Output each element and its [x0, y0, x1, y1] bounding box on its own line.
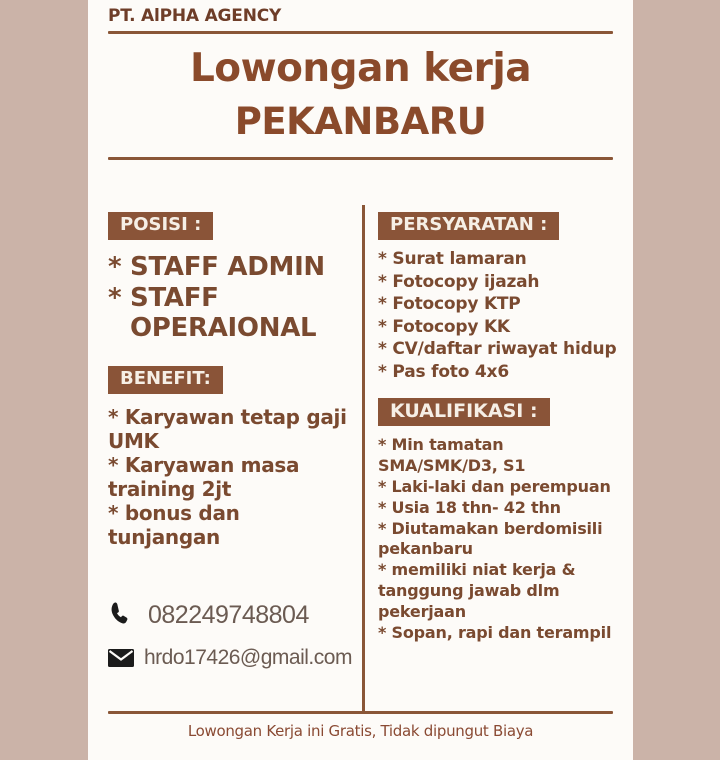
benefit-badge: BENEFIT: [108, 366, 223, 394]
list-item: * Surat lamaran [378, 248, 527, 269]
list-item: * Sopan, rapi dan terampil [378, 622, 612, 642]
list-item: * Fotocopy KK [378, 316, 510, 337]
email-row[interactable] [108, 646, 358, 670]
list-item: * Karyawan tetap gaji UMK [108, 404, 347, 453]
list-item: * Laki-laki dan perempuan [378, 477, 611, 497]
right-column [378, 212, 618, 643]
company-name: PT. AlPHA AGENCY [108, 6, 282, 26]
list-item: * STAFF [108, 282, 219, 313]
header-divider-top [108, 31, 613, 34]
persyaratan-badge: PERSYARATAN : [378, 212, 559, 240]
phone-icon [108, 600, 138, 630]
kualifikasi-list [378, 435, 618, 643]
left-column [108, 212, 354, 549]
list-item: OPERAIONAL [130, 313, 317, 344]
contact-block [108, 600, 358, 670]
list-item: * Diutamakan berdomisili pekanbaru [378, 518, 603, 559]
header-divider-bottom [108, 157, 613, 160]
section-spacer [108, 344, 354, 366]
persyaratan-list [378, 248, 618, 384]
footer-note: Lowongan Kerja ini Gratis, Tidak dipungut Biaya [187, 722, 534, 740]
section-spacer [378, 384, 618, 398]
poster-title-line2: PEKANBARU [234, 100, 487, 143]
phone-number: 082249748804 [148, 600, 309, 629]
list-item: * STAFF ADMIN [108, 251, 325, 282]
list-item: * Karyawan masa training 2jt [108, 452, 300, 501]
footer-divider [108, 711, 613, 714]
list-item: * Pas foto 4x6 [378, 361, 509, 382]
phone-row[interactable] [108, 600, 358, 630]
list-item: * CV/daftar riwayat hidup [378, 339, 617, 360]
list-item: * memiliki niat kerja & tanggung jawab dlm pekerjaan [378, 560, 576, 621]
column-divider [362, 205, 365, 713]
kualifikasi-badge: KUALIFIKASI : [378, 398, 550, 427]
email-address: hrdo17426@gmail.com [144, 646, 352, 669]
list-item: * Usia 18 thn- 42 thn [378, 497, 561, 517]
poster-title-line1: Lowongan kerja [189, 46, 532, 91]
list-item: * Min tamatan SMA/SMK/D3, S1 [378, 435, 526, 476]
list-item: * Fotocopy ijazah [378, 271, 540, 292]
envelope-icon [108, 648, 134, 668]
job-poster-card [88, 0, 633, 760]
list-item: * bonus dan tunjangan [108, 500, 240, 549]
list-item: * Fotocopy KTP [378, 294, 521, 315]
benefit-list [108, 405, 354, 549]
posisi-list [108, 252, 354, 344]
posisi-badge: POSISI : [108, 212, 213, 240]
